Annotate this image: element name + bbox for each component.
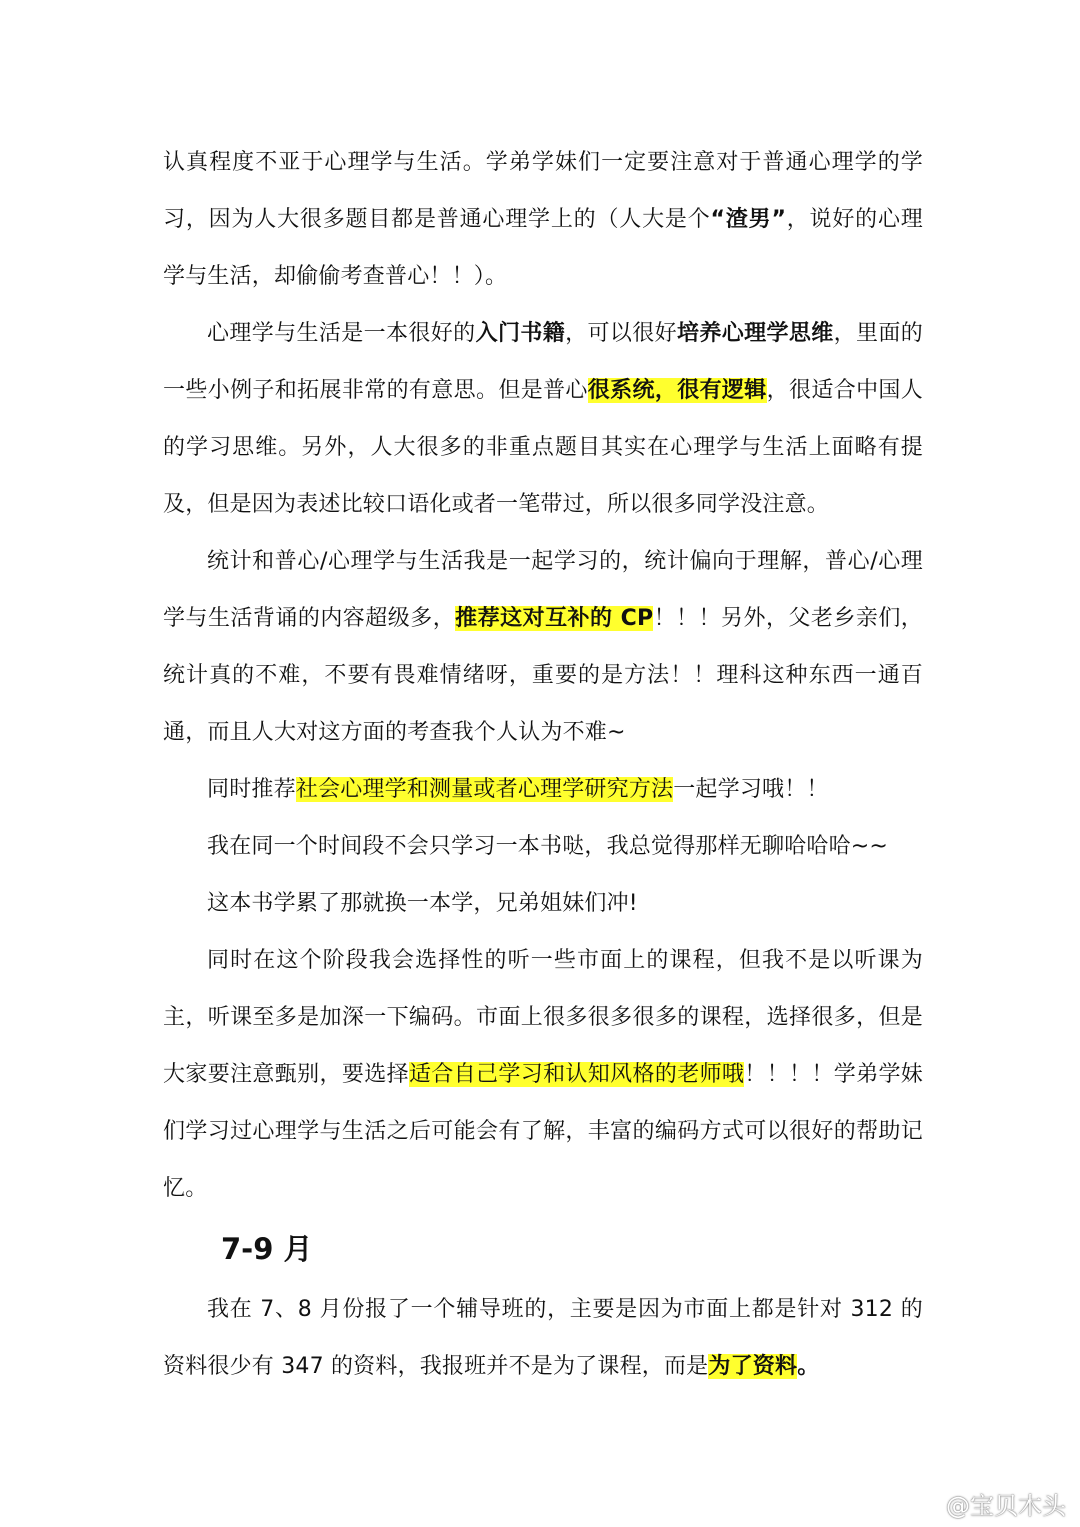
paragraph-text: ，很适合中国人的学习思维。另外，人大很多的非重点题目其实在心理学与生活上面略有提及，但是因为表述比较口语化或者一笔带过，所以很多同学没注意。 <box>163 378 923 517</box>
paragraph-text: ！！！！学弟学妹们学习过心理学与生活之后可能会有了解，丰富的编码方式可以很好的帮助记忆。 <box>163 1062 923 1201</box>
paragraph-text: ，说好的心理学与生活，却偷偷考查普心！！）。 <box>163 207 923 289</box>
paragraph-group-after <box>163 1281 923 1395</box>
paragraph <box>163 533 923 761</box>
paragraph-text: 我在同一个时间段不会只学习一本书哒，我总觉得那样无聊哈哈哈~~ <box>207 834 889 859</box>
watermark-text: @宝贝木头 <box>946 1492 1066 1520</box>
paragraph <box>163 875 923 932</box>
document-body <box>163 134 923 1395</box>
paragraph <box>163 932 923 1217</box>
bold-text: 。 <box>797 1354 820 1379</box>
paragraph-text: 一起学习哦！！ <box>673 777 829 802</box>
paragraph-text: 同时在这个阶段我会选择性的听一些市面上的课程，但我不是以听课为主，听课至多是加深一下编码。市面上很多很多很多的课程，选择很多，但是大家要注意甄别，要选择 <box>163 948 923 1087</box>
paragraph-text: ，可以很好 <box>565 321 677 346</box>
bold-text: 入门书籍 <box>475 321 566 346</box>
highlighted-bold-text: 为了资料 <box>708 1354 798 1379</box>
highlighted-bold-text: 很系统，很有逻辑 <box>587 378 767 403</box>
highlighted-bold-text: 推荐这对互补的 CP <box>455 606 654 631</box>
paragraph-text: 心理学与生活是一本很好的 <box>207 321 476 346</box>
paragraph-text: ，里面的一些小例子和拓展非常的有意思。但是普心 <box>163 321 923 403</box>
paragraph-text: 我在 7、8 月份报了一个辅导班的，主要是因为市面上都是针对 312 的资料很少有 347 的资料，我报班并不是为了课程，而是 <box>163 1297 923 1379</box>
bold-text: “渣男” <box>710 207 787 232</box>
paragraph <box>163 305 923 533</box>
paragraph-text: ！！！另外，父老乡亲们，统计真的不难，不要有畏难情绪呀，重要的是方法！！理科这种东西一通百通，而且人大对这方面的考查我个人认为不难~ <box>163 606 923 745</box>
paragraph <box>163 134 923 305</box>
paragraph-text: 这本书学累了那就换一本学，兄弟姐妹们冲! <box>207 891 638 916</box>
watermark <box>910 1486 1066 1521</box>
bold-text: 培养心理学思维 <box>677 321 834 346</box>
highlighted-text: 社会心理学和测量或者心理学研究方法 <box>295 777 674 802</box>
paragraph-text: 认真程度不亚于心理学与生活。学弟学妹们一定要注意对于普通心理学的学习，因为人大很多题目都是普通心理学上的（人大是个 <box>163 150 923 232</box>
paragraph-group-before <box>163 134 923 1217</box>
paragraph <box>163 818 923 875</box>
section-heading: 7-9 月 <box>221 1232 313 1266</box>
paragraph-text: 同时推荐 <box>207 777 296 802</box>
paragraph <box>163 761 923 818</box>
weibo-logo-icon <box>910 1492 940 1516</box>
paragraph-text: 统计和普心/心理学与生活我是一起学习的，统计偏向于理解，普心/心理学与生活背诵的内容超级多， <box>163 549 923 631</box>
highlighted-text: 适合自己学习和认知风格的老师哦 <box>408 1062 745 1087</box>
paragraph <box>163 1281 923 1395</box>
